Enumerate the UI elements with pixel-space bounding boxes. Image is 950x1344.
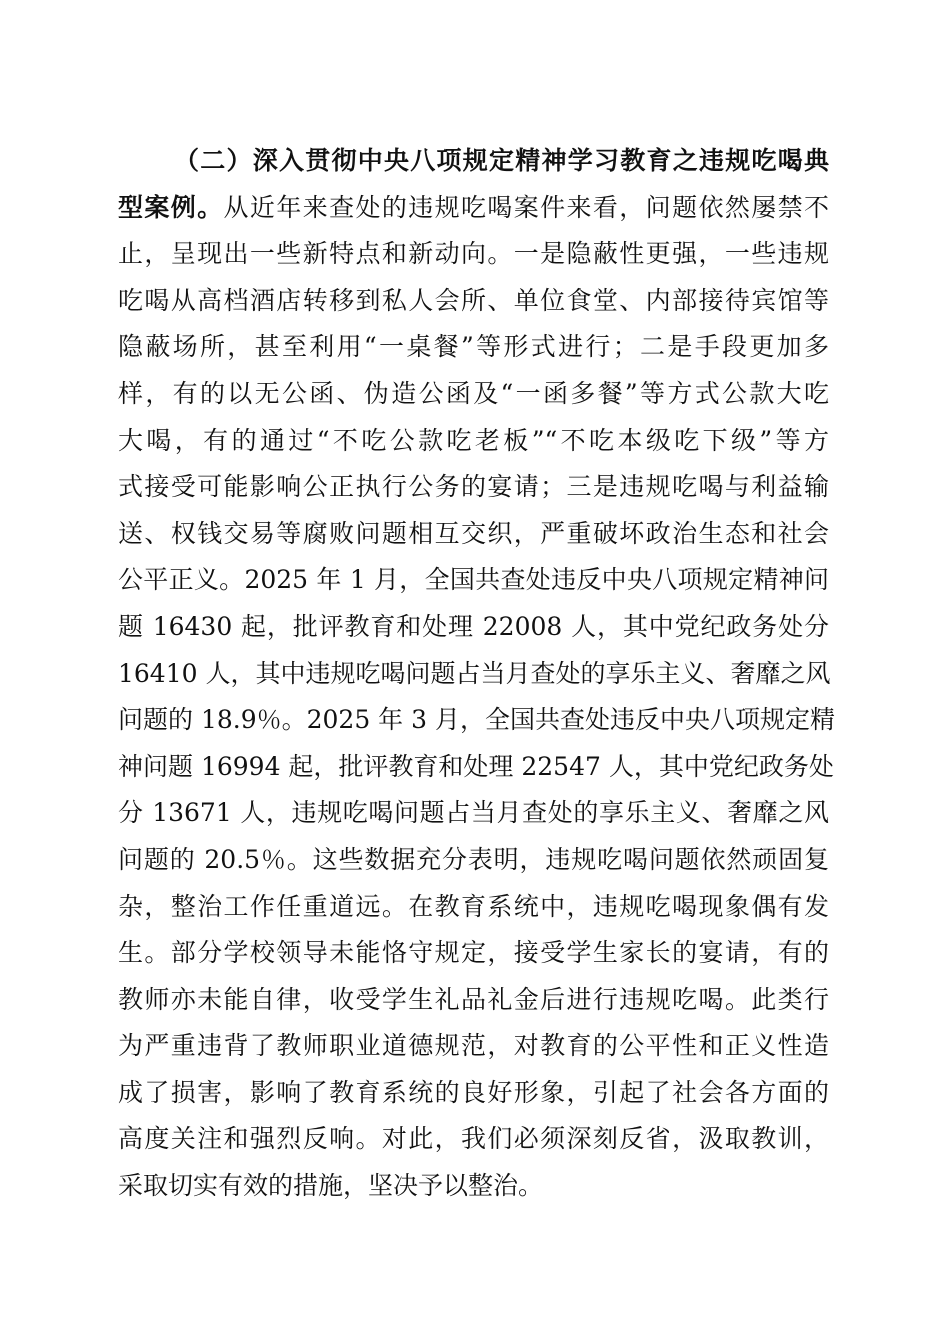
paragraph-line: 为严重违背了教师职业道德规范，对教育的公平性和正义性造 — [118, 1031, 829, 1061]
paragraph-line: 问题的 18.9％。2025 年 3 月，全国共查处违反中央八项规定精 — [118, 705, 835, 735]
paragraph-line: 分 13671 人，违规吃喝问题占当月查处的享乐主义、奢靡之风 — [118, 798, 829, 828]
paragraph-line: 吃喝从高档酒店转移到私人会所、单位食堂、内部接待宾馆等 — [118, 285, 829, 315]
paragraph-line: 大喝，有的通过“不吃公款吃老板”“不吃本级吃下级”等方 — [118, 425, 829, 455]
paragraph-line: 式接受可能影响公正执行公务的宴请；三是违规吃喝与利益输 — [118, 472, 829, 502]
paragraph-line: 隐蔽场所，甚至利用“一桌餐”等形式进行；二是手段更加多 — [118, 332, 829, 362]
paragraph-line: 问题的 20.5％。这些数据充分表明，违规吃喝问题依然顽固复 — [118, 844, 829, 874]
paragraph-line: 成了损害，影响了教育系统的良好形象，引起了社会各方面的 — [118, 1077, 829, 1107]
body-paragraph — [118, 138, 835, 1210]
paragraph-line — [118, 138, 829, 185]
paragraph-line: 公平正义。2025 年 1 月，全国共查处违反中央八项规定精神问 — [118, 565, 829, 595]
paragraph-line: 教师亦未能自律，收受学生礼品礼金后进行违规吃喝。此类行 — [118, 984, 829, 1014]
paragraph-line: 型案例。从近年来查处的违规吃喝案件来看，问题依然屡禁不 — [118, 192, 829, 222]
section-heading: （二）深入贯彻中央八项规定精神学习教育之违规吃喝典 — [174, 146, 829, 175]
paragraph-line: 止，呈现出一些新特点和新动向。一是隐蔽性更强，一些违规 — [118, 239, 829, 269]
paragraph-line: 神问题 16994 起，批评教育和处理 22547 人，其中党纪政务处 — [118, 751, 834, 781]
paragraph-line: 样，有的以无公函、伪造公函及“一函多餐”等方式公款大吃 — [118, 378, 829, 408]
section-heading: 型案例。 — [118, 192, 224, 222]
paragraph-line: 杂，整治工作任重道远。在教育系统中，违规吃喝现象偶有发 — [118, 891, 829, 921]
paragraph-line: 采取切实有效的措施，坚决予以整治。 — [118, 1171, 544, 1201]
paragraph-line: 题 16430 起，批评教育和处理 22008 人，其中党纪政务处分 — [118, 611, 829, 641]
paragraph-line: 送、权钱交易等腐败问题相互交织，严重破坏政治生态和社会 — [118, 518, 829, 548]
paragraph-line: 16410 人，其中违规吃喝问题占当月查处的享乐主义、奢靡之风 — [118, 658, 831, 688]
paragraph-line: 高度关注和强烈反响。对此，我们必须深刻反省，汲取教训， — [118, 1124, 829, 1154]
paragraph-line: 生。部分学校领导未能恪守规定，接受学生家长的宴请，有的 — [118, 938, 829, 968]
